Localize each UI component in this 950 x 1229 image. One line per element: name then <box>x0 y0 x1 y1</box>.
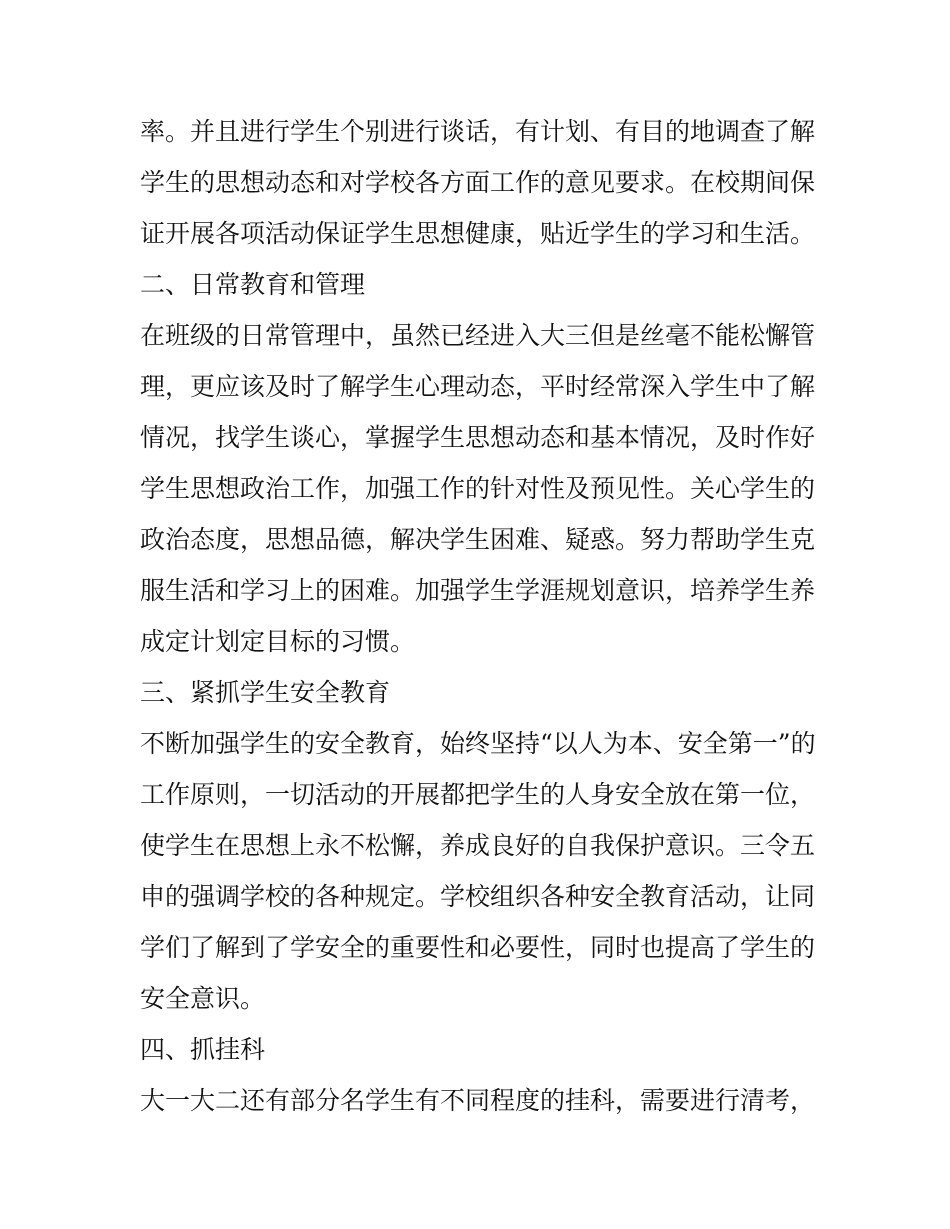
paragraph-line: 大一大二还有部分名学生有不同程度的挂科，需要进行清考， <box>140 1086 816 1115</box>
section-heading: 二、日常教育和管理 <box>140 270 366 299</box>
paragraph-line: 成定计划定目标的习惯。 <box>140 627 416 656</box>
paragraph-line: 学生的思想动态和对学校各方面工作的意见要求。在校期间保 <box>140 168 816 197</box>
paragraph-line: 学们了解到了学安全的重要性和必要性，同时也提高了学生的 <box>140 933 816 962</box>
section-heading: 三、紧抓学生安全教育 <box>140 678 391 707</box>
paragraph-line: 在班级的日常管理中，虽然已经进入大三但是丝毫不能松懈管 <box>140 321 816 350</box>
paragraph-line: 政治态度，思想品德，解决学生困难、疑惑。努力帮助学生克 <box>140 525 816 554</box>
paragraph-line: 申的强调学校的各种规定。学校组织各种安全教育活动，让同 <box>140 882 816 911</box>
paragraph-line: 证开展各项活动保证学生思想健康，贴近学生的学习和生活。 <box>140 219 816 248</box>
paragraph-line: 安全意识。 <box>140 984 266 1013</box>
paragraph-line: 使学生在思想上永不松懈，养成良好的自我保护意识。三令五 <box>140 831 816 860</box>
paragraph-line: 不断加强学生的安全教育，始终坚持“以人为本、安全第一”的 <box>140 729 816 758</box>
paragraph-line: 率。并且进行学生个别进行谈话，有计划、有目的地调查了解 <box>140 117 816 146</box>
paragraph-line: 理，更应该及时了解学生心理动态，平时经常深入学生中了解 <box>140 372 816 401</box>
paragraph-line: 服生活和学习上的困难。加强学生学涯规划意识，培养学生养 <box>140 576 816 605</box>
section-heading: 四、抓挂科 <box>140 1035 266 1064</box>
paragraph-line: 学生思想政治工作，加强工作的针对性及预见性。关心学生的 <box>140 474 816 503</box>
document-body <box>140 106 820 1126</box>
paragraph-line: 情况，找学生谈心，掌握学生思想动态和基本情况，及时作好 <box>140 423 816 452</box>
paragraph-line: 工作原则，一切活动的开展都把学生的人身安全放在第一位， <box>140 780 816 809</box>
